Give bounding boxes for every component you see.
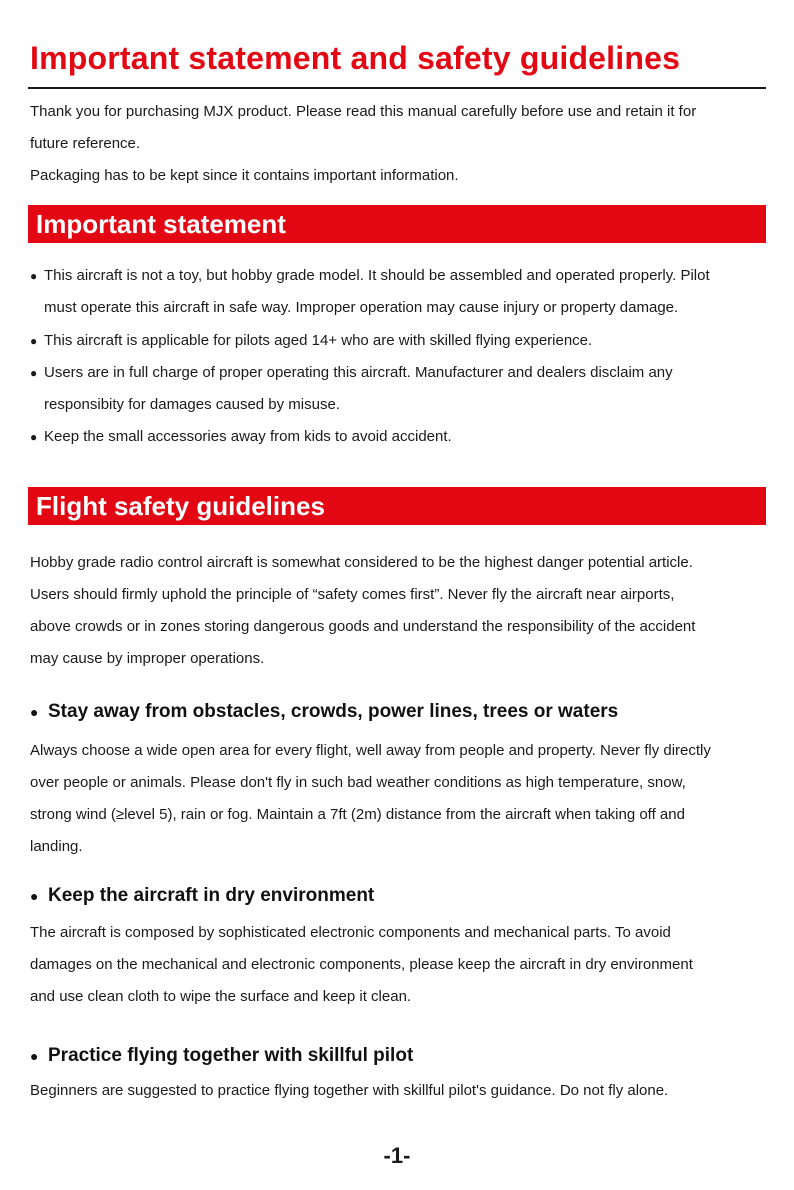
intro-line-2: future reference. [30, 135, 141, 152]
bullet-icon: ● [30, 366, 38, 380]
statement-item-1-line-1: This aircraft is not a toy, but hobby grade model. It should be assembled and operated properly. Pilot [44, 267, 710, 284]
flight-safety-banner [28, 487, 766, 525]
bullet-icon: ● [30, 704, 39, 720]
section-heading-dry-environment-text: Keep the aircraft in dry environment [48, 885, 375, 906]
flight-safety-heading: Flight safety guidelines [36, 491, 325, 521]
obstacles-line-4: landing. [30, 838, 83, 855]
statement-item-4 [30, 427, 452, 447]
page-number: -1- [383, 1143, 411, 1168]
intro-line-1: Thank you for purchasing MJX product. Please read this manual carefully before use and retain it for [30, 103, 697, 120]
section-heading-dry-environment [30, 884, 374, 908]
statement-item-3-line-1: Users are in full charge of proper operating this aircraft. Manufacturer and dealers disclaim any [44, 364, 673, 381]
bullet-icon: ● [30, 334, 38, 348]
section-heading-obstacles [30, 700, 618, 724]
dry-line-1: The aircraft is composed by sophisticated electronic components and mechanical parts. To avoid [30, 924, 671, 941]
statement-item-1 [30, 266, 710, 286]
section-heading-obstacles-text: Stay away from obstacles, crowds, power lines, trees or waters [48, 701, 619, 722]
statement-item-1-line-2: must operate this aircraft in safe way. Improper operation may cause injury or property damage. [44, 299, 679, 316]
statement-item-3 [30, 363, 673, 383]
obstacles-line-3: strong wind (≥level 5), rain or fog. Maintain a 7ft (2m) distance from the aircraft when taking off and [30, 806, 685, 823]
flight-intro-line-4: may cause by improper operations. [30, 650, 265, 667]
section-heading-practice-text: Practice flying together with skillful pilot [48, 1045, 414, 1066]
bullet-icon: ● [30, 888, 39, 904]
flight-intro-line-3: above crowds or in zones storing dangerous goods and understand the responsibility of the accident [30, 618, 696, 635]
section-heading-practice [30, 1044, 413, 1068]
statement-item-3-line-2: responsibity for damages caused by misuse. [44, 396, 340, 413]
important-statement-heading: Important statement [36, 209, 286, 239]
dry-line-3: and use clean cloth to wipe the surface and keep it clean. [30, 988, 412, 1005]
title-divider [28, 87, 766, 89]
bullet-icon: ● [30, 1048, 39, 1064]
practice-line-1: Beginners are suggested to practice flying together with skillful pilot's guidance. Do not fly alone. [30, 1082, 669, 1099]
bullet-icon: ● [30, 430, 38, 444]
statement-item-2-line-1: This aircraft is applicable for pilots aged 14+ who are with skilled flying experience. [44, 332, 593, 349]
statement-item-4-line-1: Keep the small accessories away from kids to avoid accident. [44, 428, 452, 445]
obstacles-line-2: over people or animals. Please don't fly in such bad weather conditions as high temperature, snow, [30, 774, 686, 791]
dry-line-2: damages on the mechanical and electronic components, please keep the aircraft in dry environment [30, 956, 693, 973]
flight-intro-line-1: Hobby grade radio control aircraft is somewhat considered to be the highest danger potential article. [30, 554, 693, 571]
intro-line-3: Packaging has to be kept since it contains important information. [30, 167, 459, 184]
page-title: Important statement and safety guidelines [30, 40, 681, 76]
bullet-icon: ● [30, 269, 38, 283]
obstacles-line-1: Always choose a wide open area for every flight, well away from people and property. Never fly directly [30, 742, 711, 759]
flight-intro-line-2: Users should firmly uphold the principle of “safety comes first”. Never fly the aircraft near airports, [30, 586, 675, 603]
statement-item-2 [30, 331, 592, 351]
important-statement-banner [28, 205, 766, 243]
